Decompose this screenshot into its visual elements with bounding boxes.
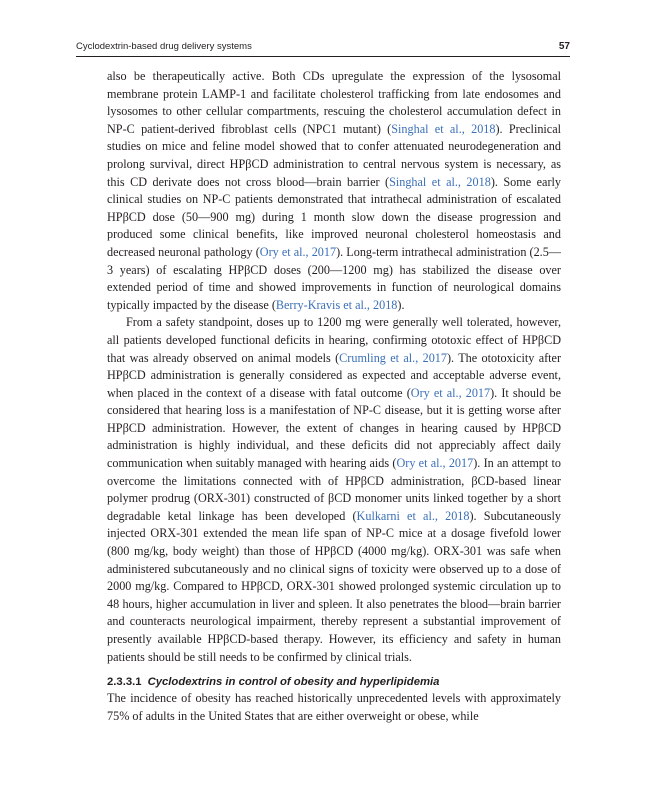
paragraph-text: The incidence of obesity has reached historically unprecedented levels with approximately 75% of adults in the United States that are either overweight or obese, while (107, 691, 561, 723)
citation-link[interactable]: Ory et al., 2017 (410, 385, 491, 400)
section-number: 2.3.3.1 (107, 676, 142, 689)
paragraph-text: ). Subcutaneously injected ORX-301 extended the mean life span of NP-C mice at a dosage fivefold lower (800 mg/kg, body weight) than those of HPβCD (4000 mg/kg). ORX-301 was safe when administered subcutaneously and no clinical signs of toxicity were observed up to a dose of 2000 mg/kg. Compared to HPβCD, ORX-301 showed prolonged systemic circulation up to 48 hours, higher accumulation in liver and spleen. It also penetrates the blood—brain barrier and counteracts neurological impairment, thereby represent a substantial improvement of presently available HPβCD-based therapy. However, its efficiency and safety in human patients should be still needs to be confirmed by clinical trials. (107, 508, 561, 664)
paragraph-text: ). In an attempt to overcome the limitations connected with of HPβCD administration, βCD-based linear polymer prodrug (ORX-301) constructed of βCD monomer units linked together by a short degradable ketal linkage has been developed ( (107, 456, 562, 523)
page-number: 57 (558, 41, 570, 52)
citation-link[interactable]: Ory et al., 2017 (396, 456, 474, 471)
paragraph-text: From a safety standpoint, doses up to 1200 mg were generally well tolerated, however, all patients developed functional deficits in hearing, confirming ototoxic effect of HPβCD that was already observed on animal models ( (107, 315, 561, 365)
running-title: Cyclodextrin-based drug delivery systems (76, 41, 252, 52)
section-heading (107, 674, 561, 690)
citation-link[interactable]: Singhal et al., 2018 (389, 174, 491, 189)
paragraph (107, 314, 561, 666)
paragraph-text: also be therapeutically active. Both CDs upregulate the expression of the lysosomal membrane protein LAMP-1 and facilitate cholesterol trafficking from late endosomes and lysosomes to other cellular compartments, rescuing the cholesterol accumulation defect in NP-C patient-derived fibroblast cells (NPC1 mutant) ( (107, 69, 561, 136)
paragraph-text: ). It should be considered that hearing loss is a manifestation of NP-C disease, but it is getting worse after HPβCD administration. However, the extent of changes in hearing caused by HPβCD administration is highly individual, and these deficits did not appreciably affect daily communication when suitably managed with hearing aids ( (107, 385, 562, 471)
running-head (76, 41, 570, 55)
paragraph-text: ). Some early clinical studies on NP-C patients demonstrated that intrathecal administration of escalated HPβCD dose (50—900 mg) during 1 month slow down the disease progression and produced some clinical benefits, like improved neuronal cholesterol homeostasis and decreased neuronal pathology ( (107, 174, 561, 259)
paragraph (107, 68, 561, 314)
paragraph-text: ). The ototoxicity after HPβCD administration is generally considered as expected and acceptable adverse event, when placed in the context of a disease with fatal outcome ( (107, 350, 562, 400)
body-text (107, 68, 561, 725)
citation-link[interactable]: Kulkarni et al., 2018 (356, 508, 470, 523)
paragraph-text: ). Preclinical studies on mice and feline model showed that to confer attenuated neurodegeneration and prolong survival, direct HPβCD administration to central nervous system is necessary, as this CD derivate does not cross blood—brain barrier ( (107, 121, 562, 189)
citation-link[interactable]: Berry-Kravis et al., 2018 (275, 297, 398, 312)
citation-link[interactable]: Ory et al., 2017 (259, 244, 337, 259)
paragraph-text: ). Long-term intrathecal administration (2.5—3 years) of escalating HPβCD doses (200—1200 mg) has stabilized the disease over extended period of time and showed improvements in function of neurological domains typically impacted by the disease ( (107, 244, 561, 312)
paragraph-text: ). (397, 297, 405, 312)
paragraph (107, 690, 561, 725)
citation-link[interactable]: Singhal et al., 2018 (391, 121, 496, 136)
section-title: Cyclodextrins in control of obesity and hyperlipidemia (147, 676, 440, 689)
citation-link[interactable]: Crumling et al., 2017 (339, 350, 447, 365)
header-rule (76, 56, 570, 57)
